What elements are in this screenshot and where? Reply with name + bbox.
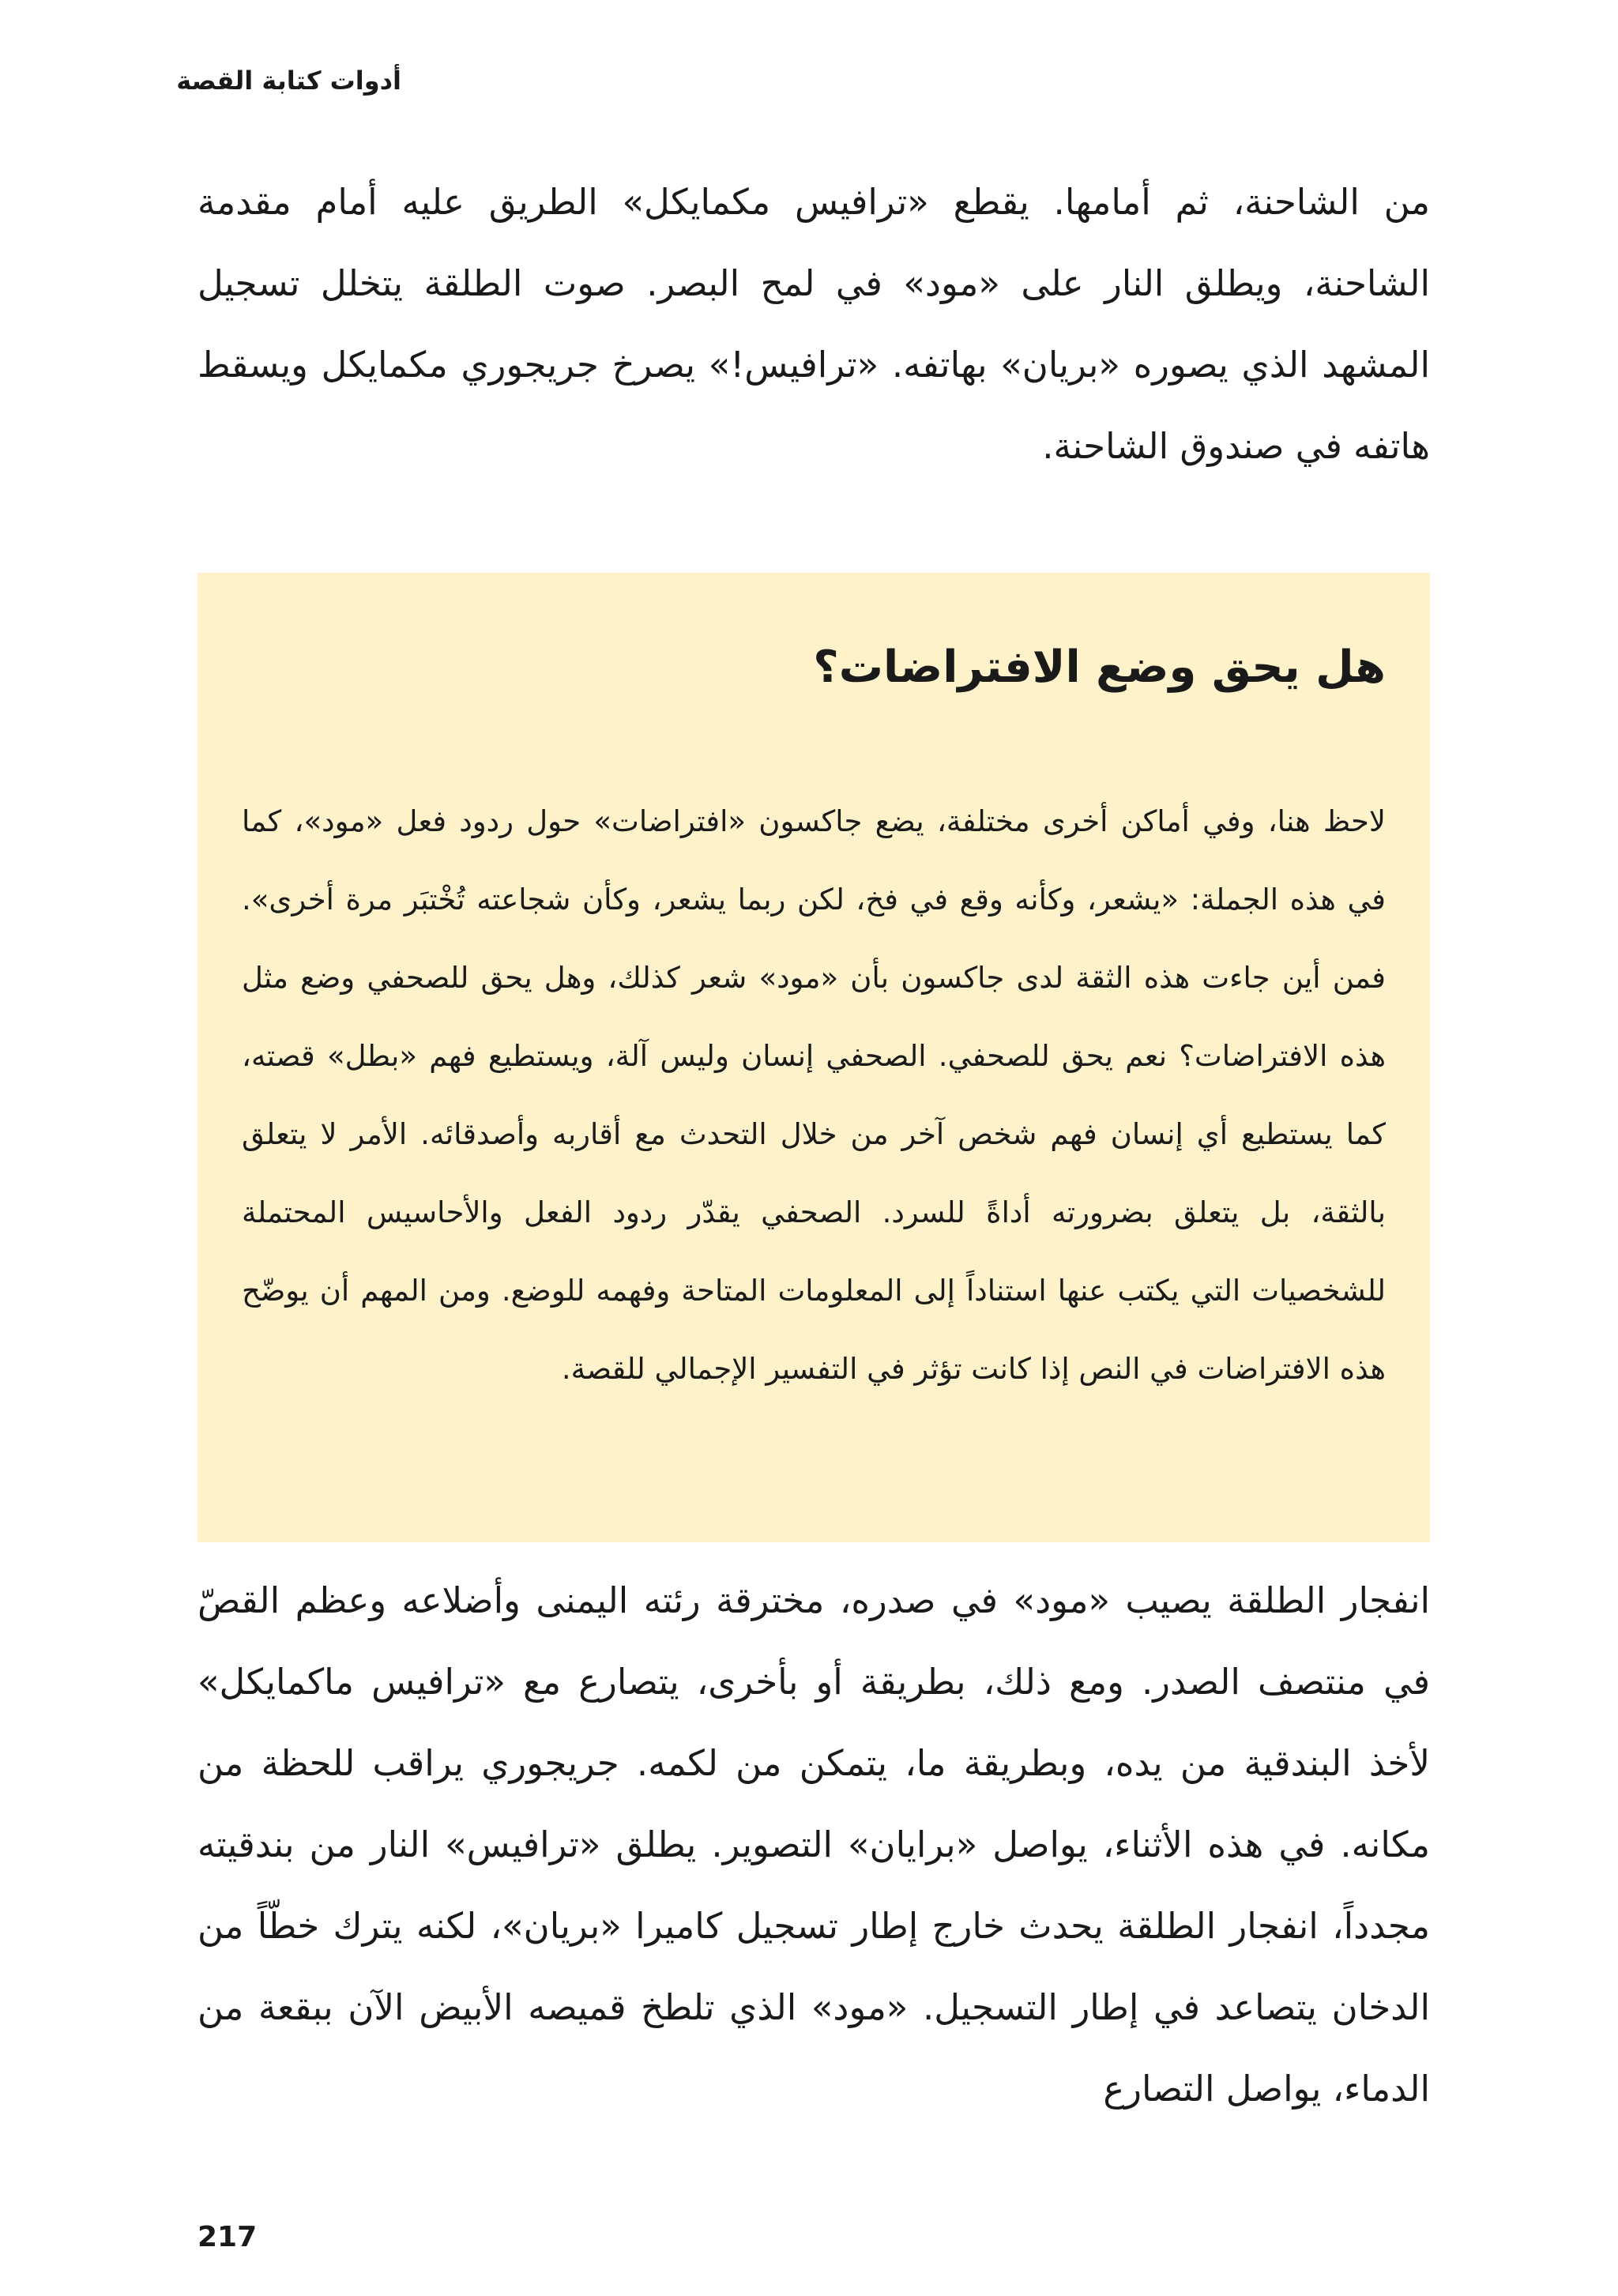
running-head-title: أدوات كتابة القصة (176, 66, 401, 96)
page-number: 217 (198, 2221, 258, 2253)
body-paragraph-bottom: انفجار الطلقة يصيب «مود» في صدره، مخترقة رئته اليمنى وأضلاعه وعظم القصّ في منتصف الصدر. ومع ذلك، بطريقة أو بأخرى، يتصارع مع «ترافيس ماكمايكل» لأخذ البندقية من يده، وبطريقة ما، يتمكن من لكمه. جريجوري يراقب للحظة من مكانه. في هذه الأثناء، يواصل «برايان» التصوير. يطلق «ترافيس» النار من بندقيته مجدداً، انفجار الطلقة يحدث خارج إطار تسجيل كاميرا «بريان»، لكنه يترك خطّاً من الدخان يتصاعد في إطار التسجيل. «مود» الذي تلطخ قميصه الأبيض الآن ببقعة من الدماء، يواصل التصارع (198, 1579, 1430, 2110)
sidebar-box (198, 573, 1430, 1542)
sidebar-title: هل يحق وضع الافتراضات؟ (813, 642, 1386, 693)
sidebar-body: لاحظ هنا، وفي أماكن أخرى مختلفة، يضع جاكسون «افتراضات» حول ردود فعل «مود»، كما في هذه الجملة: «يشعر، وكأنه وقع في فخ، لكن ربما يشعر، وكأن شجاعته تُخْتبَر مرة أخرى». فمن أين جاءت هذه الثقة لدى جاكسون بأن «مود» شعر كذلك، وهل يحق للصحفي وضع مثل هذه الافتراضات؟ نعم يحق للصحفي. الصحفي إنسان وليس آلة، ويستطيع فهم «بطل» قصته، كما يستطيع أي إنسان فهم شخص آخر من خلال التحدث مع أقاربه وأصدقائه. الأمر لا يتعلق بالثقة، بل يتعلق بضرورته أداةً للسرد. الصحفي يقدّر ردود الفعل والأحاسيس المحتملة للشخصيات التي يكتب عنها استناداً إلى المعلومات المتاحة وفهمه للوضع. ومن المهم أن يوضّح هذه الافتراضات في النص إذا كانت تؤثر في التفسير الإجمالي للقصة. (242, 804, 1386, 1386)
body-paragraph-top: من الشاحنة، ثم أمامها. يقطع «ترافيس مكمايكل» الطريق عليه أمام مقدمة الشاحنة، ويطلق النار على «مود» في لمح البصر. صوت الطلقة يتخلل تسجيل المشهد الذي يصوره «بريان» بهاتفه. «ترافيس!» يصرخ جريجوري مكمايكل ويسقط هاتفه في صندوق الشاحنة. (198, 181, 1430, 467)
